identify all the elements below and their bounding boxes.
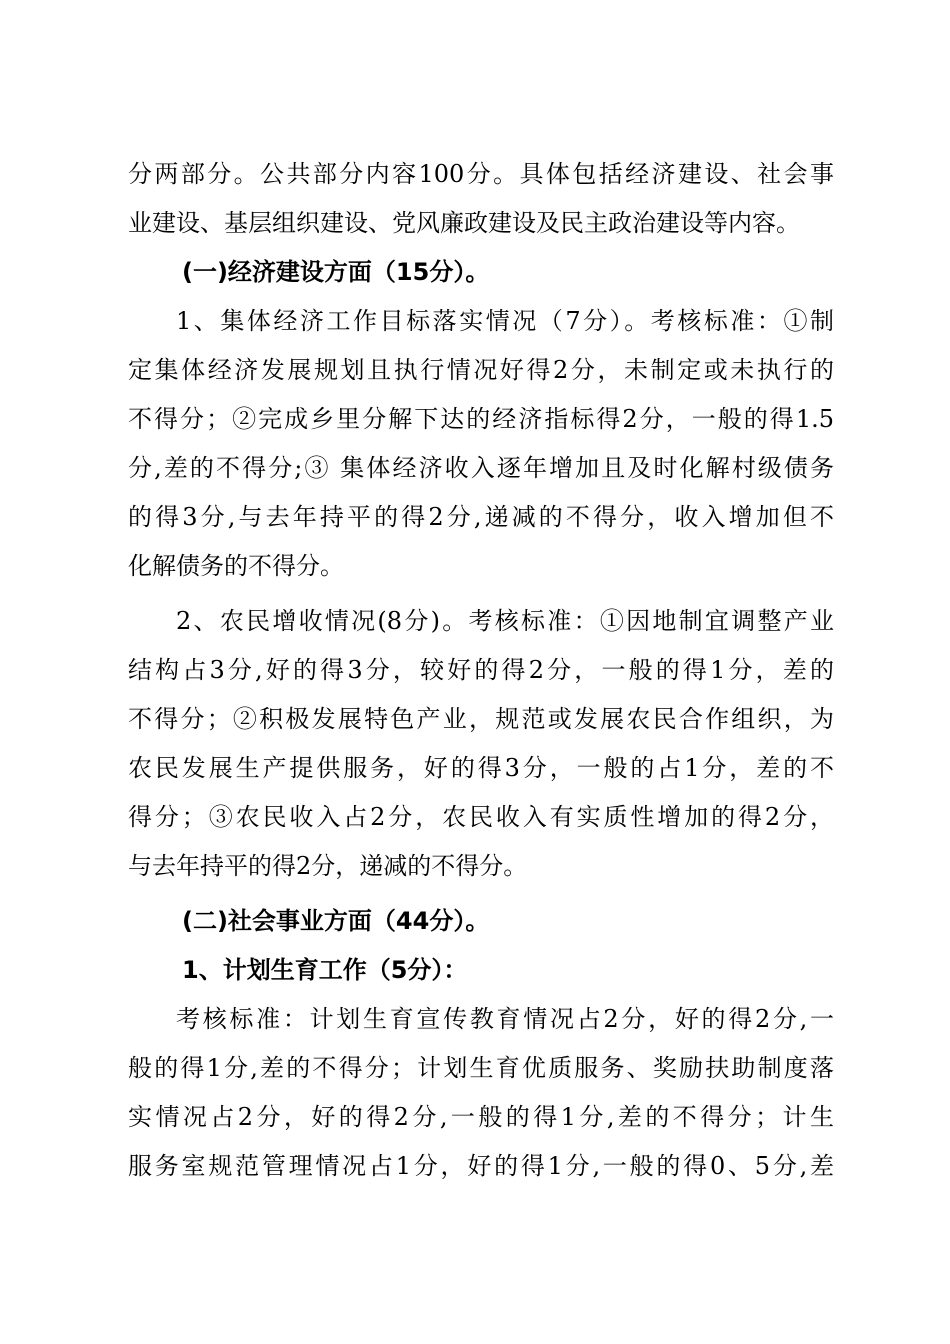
- text-line: 考核标准：计划生育宣传教育情况占2分，好的得2分,一: [176, 1005, 834, 1033]
- intro-paragraph: [128, 150, 834, 248]
- text-line: 2、农民增收情况(8分)。考核标准：①因地制宜调整产业: [176, 607, 834, 635]
- text-line: 分两部分。公共部分内容100分。具体包括经济建设、社会事: [128, 160, 834, 188]
- section-heading-economy: (一)经济建设方面（15分）。: [182, 258, 490, 286]
- text-line: 的得3分,与去年持平的得2分,递减的不得分，收入增加但不: [128, 503, 834, 531]
- text-line: 不得分；②积极发展特色产业，规范或发展农民合作组织，为: [128, 705, 834, 733]
- text-line: 服务室规范管理情况占1分，好的得1分,一般的得0、5分,差: [128, 1152, 834, 1180]
- subheading-family-planning: 1、计划生育工作（5分）：: [182, 956, 468, 984]
- document-body: [128, 150, 834, 1191]
- text-line: 农民发展生产提供服务，好的得3分，一般的占1分，差的不: [128, 754, 834, 782]
- text-line: 不得分；②完成乡里分解下达的经济指标得2分，一般的得1.5: [128, 405, 834, 433]
- text-line: 与去年持平的得2分，递减的不得分。: [128, 852, 528, 880]
- text-line: 化解债务的不得分。: [128, 552, 344, 580]
- text-line: 定集体经济发展规划且执行情况好得2分，未制定或未执行的: [128, 356, 834, 384]
- text-line: 结构占3分,好的得3分，较好的得2分，一般的得1分，差的: [128, 656, 834, 684]
- paragraph-farmer-income: [128, 597, 834, 891]
- text-line: 实情况占2分，好的得2分,一般的得1分,差的不得分；计生: [128, 1103, 834, 1131]
- text-line: 得分；③农民收入占2分，农民收入有实质性增加的得2分，: [128, 803, 834, 831]
- paragraph-collective-economy: [128, 297, 834, 591]
- text-line: 般的得1分,差的不得分；计划生育优质服务、奖励扶助制度落: [128, 1054, 834, 1082]
- paragraph-family-planning-standard: [128, 995, 834, 1191]
- text-line: 1、集体经济工作目标落实情况（7分）。考核标准：①制: [176, 307, 834, 335]
- text-line: 分,差的不得分;③ 集体经济收入逐年增加且及时化解村级债务: [128, 454, 834, 482]
- section-heading-social: (二)社会事业方面（44分）。: [182, 907, 490, 935]
- text-line: 业建设、基层组织建设、党风廉政建设及民主政治建设等内容。: [128, 209, 800, 237]
